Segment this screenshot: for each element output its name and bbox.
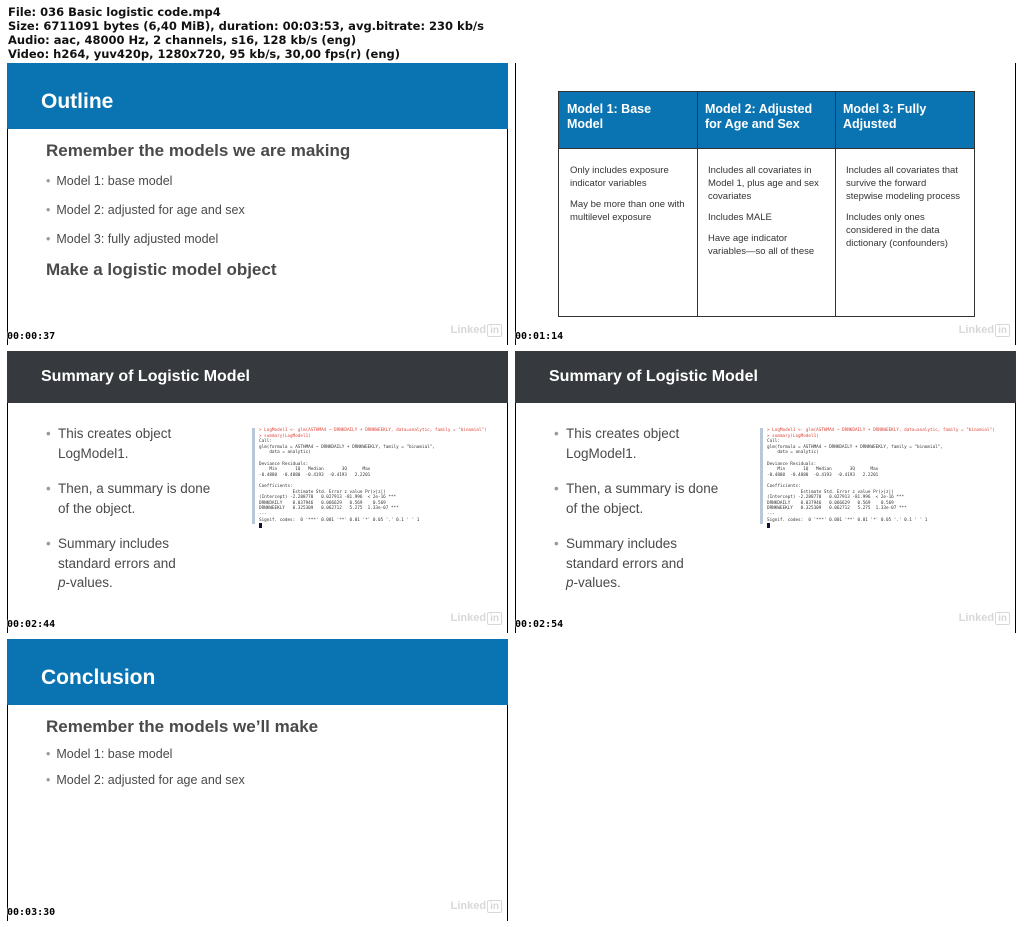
bullet-item: • Model 1: base model [46, 747, 173, 761]
linkedin-logo: Linked in [451, 900, 502, 913]
slide-heading: Remember the models we are making [46, 141, 351, 160]
table-header-model-1: Model 1: Base Model [559, 92, 697, 148]
slide-heading: Make a logistic model object [46, 260, 277, 279]
bullet-item: • Then, a summary is done of the object. [554, 481, 719, 516]
thumbnail-summary-1[interactable] [7, 351, 508, 633]
table-cell-model-2: Includes all covariates in Model 1, plus age and sex covariates Includes MALE Have age indicator variables—so all of these [708, 165, 819, 257]
thumbnail-outline[interactable] [7, 63, 508, 345]
linkedin-logo: Linked in [959, 612, 1010, 625]
title-bar [7, 639, 508, 705]
r-console-output: > LogModel1 <- glm(ASTHMA4 ~ DRNKDAILY + DRNKWEEKLY, data=analytic, family = "binomial") > summary(LogModel1) Call: glm(formula = ASTHMA4 ~ DRNKDAILY + DRNKWEEKLY, family = "binomial", data = analytic) Deviance Residuals: Min 1Q Median 3Q Max -0.4880 -0.4880 -0.4193 -0.4193 2.2201 Coefficients: Estimate Std. Error z value Pr(>|z|) (Intercept) -2.288770 0.027913 -81.996 < 2e-16 *** DRNKDAILY 0.037946 0.066629 0.569 0.569 DRNKWEEKLY 0.325309 0.062712 5.275 1.33e-07 *** --- Signif. codes: 0 '***' 0.001 '**' 0.01 '*' 0.05 '.' 0.1 ' ' 1 [760, 428, 1003, 524]
timestamp: 00:01:14 [515, 331, 564, 342]
table-cell-model-3: Includes all covariates that survive the forward stepwise modeling process Includes only ones considered in the data dictionary (confounders) [846, 165, 961, 249]
console-lines: Call: glm(formula = ASTHMA4 ~ DRNKDAILY + DRNKWEEKLY, family = "binomial", data = analytic) Deviance Residuals: Min 1Q Median 3Q Max -0.4880 -0.4880 -0.4193 -0.4193 2.2201 Coefficients: Estimate Std. Error z value Pr(>|z|) (Intercept) -2.288770 0.027913 -81.996 < 2e-16 *** DRNKDAILY 0.037946 0.066629 0.569 0.569 DRNKWEEKLY 0.325309 0.062712 5.275 1.33e-07 *** --- Signif. codes: 0 '***' 0.001 '**' 0.01 '*' 0.05 '.' 0.1 ' ' 1 [767, 439, 943, 523]
thumbnail-model-table[interactable] [515, 63, 1016, 345]
linkedin-logo: Linked in [959, 324, 1010, 337]
thumbnail-conclusion[interactable] [7, 639, 508, 921]
bullet-item: • Model 2: adjusted for age and sex [46, 773, 245, 787]
title-bar [7, 351, 508, 403]
models-table [558, 91, 975, 317]
linkedin-logo: Linked in [451, 324, 502, 337]
frame-border [515, 63, 516, 345]
bullet-item: • Model 2: adjusted for age and sex [46, 203, 245, 217]
thumbnail-summary-2[interactable] [515, 351, 1016, 633]
slide-title: Conclusion [41, 666, 156, 689]
table-cell-model-1: Only includes exposure indicator variables May be more than one with multilevel exposure [570, 165, 685, 223]
bullet-item: • This creates object LogModel1. [554, 426, 680, 461]
timestamp: 00:00:37 [7, 331, 56, 342]
table-header-model-3: Model 3: Fully Adjusted [835, 92, 974, 148]
console-lines: Call: glm(formula = ASTHMA4 ~ DRNKDAILY + DRNKWEEKLY, family = "binomial", data = analytic) Deviance Residuals: Min 1Q Median 3Q Max -0.4880 -0.4880 -0.4193 -0.4193 2.2201 Coefficients: Estimate Std. Error z value Pr(>|z|) (Intercept) -2.288770 0.027913 -81.996 < 2e-16 *** DRNKDAILY 0.037946 0.066629 0.569 0.569 DRNKWEEKLY 0.325309 0.062712 5.275 1.33e-07 *** --- Signif. codes: 0 '***' 0.001 '**' 0.01 '*' 0.05 '.' 0.1 ' ' 1 [259, 439, 435, 523]
r-console-output: > LogModel1 <- glm(ASTHMA4 ~ DRNKDAILY + DRNKWEEKLY, data=analytic, family = "binomial") > summary(LogModel1) Call: glm(formula = ASTHMA4 ~ DRNKDAILY + DRNKWEEKLY, family = "binomial", data = analytic) Deviance Residuals: Min 1Q Median 3Q Max -0.4880 -0.4880 -0.4193 -0.4193 2.2201 Coefficients: Estimate Std. Error z value Pr(>|z|) (Intercept) -2.288770 0.027913 -81.996 < 2e-16 *** DRNKDAILY 0.037946 0.066629 0.569 0.569 DRNKWEEKLY 0.325309 0.062712 5.275 1.33e-07 *** --- Signif. codes: 0 '***' 0.001 '**' 0.01 '*' 0.05 '.' 0.1 ' ' 1 [252, 428, 495, 524]
title-bar [515, 351, 1016, 403]
cursor [259, 523, 262, 528]
slide-title: Summary of Logistic Model [41, 368, 250, 385]
slide-heading: Remember the models we’ll make [46, 717, 319, 736]
slide-title: Summary of Logistic Model [549, 368, 758, 385]
title-bar [7, 63, 508, 129]
timestamp: 00:03:30 [7, 907, 56, 918]
file-info-line-3: Audio: aac, 48000 Hz, 2 channels, s16, 128 kb/s (eng) [8, 33, 357, 47]
bullet-item: • Then, a summary is done of the object. [46, 481, 211, 516]
cursor [767, 523, 770, 528]
bullet-item: • Summary includes standard errors and p-values. [46, 536, 176, 590]
bullet-item: • Summary includes standard errors and p-values. [554, 536, 684, 590]
bullet-item: • Model 1: base model [46, 174, 173, 188]
file-info-line-1: File: 036 Basic logistic code.mp4 [8, 5, 221, 19]
bullet-item: • This creates object LogModel1. [46, 426, 172, 461]
bullet-item: • Model 3: fully adjusted model [46, 232, 219, 246]
slide-title: Outline [41, 90, 114, 113]
timestamp: 00:02:44 [7, 619, 56, 630]
frame-border [1015, 63, 1016, 345]
file-info-line-2: Size: 6711091 bytes (6,40 MiB), duration: 00:03:53, avg.bitrate: 230 kb/s [8, 19, 484, 33]
timestamp: 00:02:54 [515, 619, 564, 630]
file-info-line-4: Video: h264, yuv420p, 1280x720, 95 kb/s, 30,00 fps(r) (eng) [8, 47, 401, 61]
table-header-model-2: Model 2: Adjusted for Age and Sex [697, 92, 835, 148]
file-info [8, 5, 484, 61]
linkedin-logo: Linked in [451, 612, 502, 625]
